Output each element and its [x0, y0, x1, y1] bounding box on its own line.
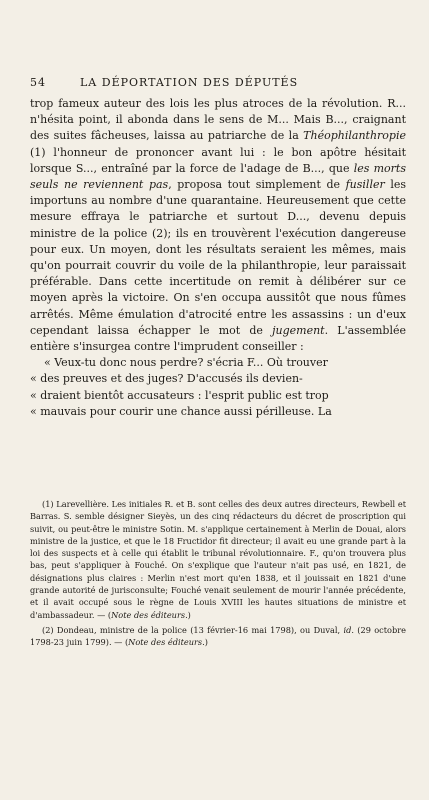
quotation [30, 355, 406, 420]
text-run: .) [202, 637, 208, 648]
quote-line: « mauvais pour courir une chance aussi périlleuse. La [30, 404, 332, 418]
main-text [30, 96, 406, 420]
text-run: les importuns au nombre d'une quarantaine. Heureusement que cette mesure effraya le patriarche et surtout D..., devenu depuis ministre de la police (2); ils en trouvèrent l'exécution dangereuse pour eux. Un moyen, dont les résultats seraient les mêmes, mais qu'on pourrait couvrir du voile de la philanthropie, leur paraissait préférable. Dans cette incertitude on remit à délibérer sur ce moyen après la victoire. On s'en occupa aussitôt que nous fûmes arrêtés. Même émulation d'atrocité entre les assassins : un d'eux cependant laissa échapper le mot de [30, 178, 406, 337]
italic-term: id. [343, 624, 354, 635]
text-run: trop fameux auteur des lois les plus atroces de la révolution. R... n'hésita point, il abonda dans le sens de M... Mais B..., craignant des suites fâcheuses, laissa au patriarche de la [30, 97, 406, 143]
footnote-1 [30, 498, 406, 621]
text-run: (1) Larevellière. Les initiales R. et B. sont celles des deux autres directeurs, Rewbell et Barras. S. semble désigner Sieyès, un des cinq rédacteurs du décret de proscription qui suivit, ou peut-être le ministre Sotin. M. s'applique certainement à Merlin de Douai, alors ministre de la justice, et que le 18 Fructidor fit directeur; il avait eu une grande part à la loi des suspects et à celle qui établit le tribunal révolutionnaire. F., qu'on trouvera plus bas, peut s'appliquer à Fouché. On s'explique que l'auteur n'ait pas usé, en 1821, de désignations plus claires : Merlin n'est mort qu'en 1838, et il jouissait en 1821 d'une grande autorité de jurisconsulte; Fouché venait seulement de mourir l'année précédente, et il avait occupé sous le règne de Louis XVIII les hautes situations de ministre et d'ambassadeur. — ( [30, 499, 406, 620]
italic-term: jugement [272, 323, 325, 337]
italic-term: les morts seuls ne reviennent pas [30, 161, 406, 192]
text-run: , proposa tout simplement de [168, 178, 346, 192]
italic-term: Note des éditeurs [111, 609, 186, 620]
paragraph [30, 96, 406, 355]
quote-line: « Veux-tu donc nous perdre? s'écria F... Où trouver [44, 356, 328, 370]
italic-term: Note des éditeurs [128, 637, 203, 648]
running-title: LA DÉPORTATION DES DÉPUTÉS [80, 76, 299, 89]
footnotes [30, 498, 406, 652]
quote-line: « draient bientôt accusateurs : l'esprit public est trop [30, 388, 329, 402]
text-run: . L'assemblée entière s'insurgea contre l'imprudent conseiller : [30, 323, 406, 354]
italic-term: fusiller [345, 178, 385, 192]
text-run: (2) Dondeau, ministre de la police (13 février-16 mai 1798), ou Duval, [42, 624, 344, 635]
quote-line: « des preuves et des juges? D'accusés ils devien- [30, 372, 303, 386]
page-number: 54 [30, 76, 46, 89]
footnote-2 [30, 624, 406, 649]
text-run: (1) l'honneur de prononcer avant lui : le bon apôtre hésitait lorsque S..., entraîné par la force de l'adage de B..., que [30, 145, 406, 175]
italic-term: Théophilanthropie [303, 129, 406, 143]
text-run: (29 octobre 1798-23 juin 1799). — ( [30, 624, 406, 648]
text-run: .) [185, 609, 191, 620]
